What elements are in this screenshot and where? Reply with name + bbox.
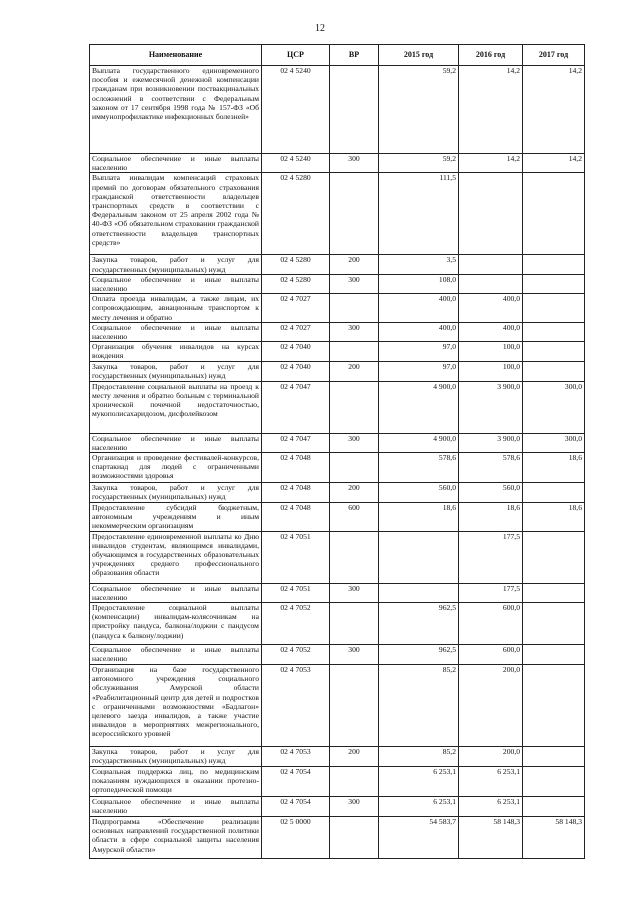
cell-2016 [459,173,523,255]
cell-csr: 02 4 7052 [262,603,330,645]
cell-2016: 100,0 [459,362,523,381]
table-row [90,342,585,362]
cell-vr [330,294,379,323]
cell-vr [330,603,379,645]
cell-vr: 200 [330,255,379,274]
table-row [90,817,585,859]
table-row [90,531,585,583]
cell-vr [330,531,379,583]
cell-csr: 02 4 7051 [262,531,330,583]
cell-2015: 97,0 [379,362,459,381]
cell-vr [330,173,379,255]
cell-2015: 6 253,1 [379,797,459,817]
cell-name: Выплата государственного единовременного пособия и ежемесячной денежной компенсации гражданам при возникновении поствакцинальных осложнений в соответствии с Федеральным законом от 17 сентября 1998 года № 157-ФЗ «Об иммунопрофилактике инфекционных болезней» [90,66,262,154]
cell-vr [330,767,379,797]
cell-2017 [523,583,585,602]
cell-2016: 3 900,0 [459,381,523,433]
table-row [90,483,585,503]
cell-2015: 111,5 [379,173,459,255]
cell-csr: 02 4 7040 [262,362,330,381]
table-body [90,66,585,859]
cell-2015: 59,2 [379,66,459,154]
cell-2015: 6 253,1 [379,767,459,797]
table-row [90,797,585,817]
cell-2017: 18,6 [523,503,585,532]
cell-name: Социальное обеспечение и иные выплаты населению [90,433,262,452]
cell-name: Закупка товаров, работ и услуг для государственных (муниципальных) нужд [90,362,262,381]
cell-vr: 300 [330,322,379,341]
cell-name: Организация на базе государственного автономного учреждения социального обслуживания Амурской области «Реабилитационный центр для детей и подростков с ограниченными возможностями «Бадлагон» целевого заезда инвалидов, а также участие инвалидов в мероприятиях межрегионального, всероссийского уровней [90,665,262,747]
cell-2016: 177,5 [459,583,523,602]
cell-2017 [523,797,585,817]
header-name: Наименование [90,45,262,66]
cell-vr [330,817,379,859]
page-number: 12 [315,23,325,34]
cell-name: Оплата проезда инвалидам, а также лицам, их сопровождающим, авиационным транспортом к месту лечения и обратно [90,294,262,323]
cell-csr: 02 4 7048 [262,453,330,483]
cell-name: Закупка товаров, работ и услуг для государственных (муниципальных) нужд [90,255,262,274]
cell-2015: 54 583,7 [379,817,459,859]
cell-2015: 578,6 [379,453,459,483]
cell-vr: 600 [330,503,379,532]
cell-vr: 300 [330,154,379,173]
cell-2016: 58 148,3 [459,817,523,859]
cell-2015: 85,2 [379,665,459,747]
cell-name: Социальная поддержка лиц, по медицинским показаниям нуждающихся в оказании протезно-ортопедической помощи [90,767,262,797]
cell-2017 [523,603,585,645]
table-row [90,362,585,381]
cell-csr: 02 5 0000 [262,817,330,859]
cell-csr: 02 4 7047 [262,433,330,452]
cell-name: Социальное обеспечение и иные выплаты населению [90,797,262,817]
cell-2015: 97,0 [379,342,459,362]
cell-2015: 560,0 [379,483,459,503]
budget-table [89,44,585,859]
cell-2015: 962,5 [379,603,459,645]
cell-name: Социальное обеспечение и иные выплаты населению [90,583,262,602]
cell-vr [330,665,379,747]
table-row [90,603,585,645]
cell-2017: 14,2 [523,154,585,173]
header-csr: ЦСР [262,45,330,66]
cell-csr: 02 4 5240 [262,66,330,154]
cell-csr: 02 4 7051 [262,583,330,602]
cell-csr: 02 4 7053 [262,747,330,767]
cell-name: Выплата инвалидам компенсаций страховых премий по договорам обязательного страхования гражданской ответственности владельцев транспортных средств в соответствии с Федеральным законом от 25 апреля 2002 года № 40-ФЗ «Об обязательном страховании гражданской ответственности владельцев транспортных средств» [90,173,262,255]
cell-2015: 85,2 [379,747,459,767]
table-header-row [90,45,585,66]
table-row [90,453,585,483]
cell-vr: 200 [330,362,379,381]
cell-2017 [523,767,585,797]
header-2017: 2017 год [523,45,585,66]
cell-2015: 18,6 [379,503,459,532]
cell-2016 [459,255,523,274]
cell-2016: 600,0 [459,645,523,665]
cell-2017 [523,294,585,323]
cell-vr [330,453,379,483]
cell-csr: 02 4 7054 [262,767,330,797]
cell-2015: 962,5 [379,645,459,665]
cell-2016: 200,0 [459,747,523,767]
cell-2017 [523,483,585,503]
cell-csr: 02 4 7040 [262,342,330,362]
cell-csr: 02 4 5280 [262,255,330,274]
cell-name: Социальное обеспечение и иные выплаты населению [90,645,262,665]
cell-name: Предоставление социальной выплаты (компенсации) инвалидам-колясочникам на пристройку пандуса, балкона/лоджии с пандусом (пандуса к балкону/лоджии) [90,603,262,645]
cell-name: Предоставление единовременной выплаты ко Дню инвалидов студентам, являющимся инвалидами, обучающимся в государственных образовательных учреждениях среднего профессионального образования области [90,531,262,583]
cell-2016: 200,0 [459,665,523,747]
cell-2017 [523,255,585,274]
cell-2015: 108,0 [379,274,459,293]
header-2016: 2016 год [459,45,523,66]
cell-csr: 02 4 5280 [262,274,330,293]
cell-2017: 300,0 [523,433,585,452]
cell-vr: 300 [330,583,379,602]
cell-2016: 400,0 [459,322,523,341]
table-row [90,294,585,323]
cell-2015 [379,583,459,602]
cell-2016: 6 253,1 [459,797,523,817]
cell-2016: 400,0 [459,294,523,323]
cell-csr: 02 4 7047 [262,381,330,433]
cell-vr: 300 [330,645,379,665]
cell-2017 [523,645,585,665]
cell-vr: 300 [330,797,379,817]
cell-2017: 58 148,3 [523,817,585,859]
cell-name: Организация обучения инвалидов на курсах вождения [90,342,262,362]
cell-name: Закупка товаров, работ и услуг для государственных (муниципальных) нужд [90,483,262,503]
cell-vr [330,342,379,362]
table-row [90,645,585,665]
cell-csr: 02 4 7054 [262,797,330,817]
cell-csr: 02 4 7048 [262,483,330,503]
cell-csr: 02 4 7027 [262,322,330,341]
cell-csr: 02 4 7048 [262,503,330,532]
cell-2015: 400,0 [379,294,459,323]
cell-2015: 400,0 [379,322,459,341]
cell-2016: 18,6 [459,503,523,532]
table-row [90,503,585,532]
cell-name: Предоставление субсидий бюджетным, автономным учреждениям и иным некоммерческим организациям [90,503,262,532]
cell-2017 [523,173,585,255]
cell-2016: 3 900,0 [459,433,523,452]
cell-csr: 02 4 7052 [262,645,330,665]
cell-vr: 300 [330,274,379,293]
table-row [90,381,585,433]
cell-2016: 600,0 [459,603,523,645]
cell-2017 [523,342,585,362]
table-row [90,433,585,452]
cell-2015: 59,2 [379,154,459,173]
table-row [90,665,585,747]
header-2015: 2015 год [379,45,459,66]
cell-csr: 02 4 7027 [262,294,330,323]
table-row [90,154,585,173]
cell-vr: 200 [330,747,379,767]
cell-2016: 177,5 [459,531,523,583]
cell-csr: 02 4 5280 [262,173,330,255]
cell-csr: 02 4 7053 [262,665,330,747]
table-row [90,274,585,293]
cell-name: Подпрограмма «Обеспечение реализации основных направлений государственной политики области в сфере социальной защиты населения Амурской области» [90,817,262,859]
cell-name: Организация и проведение фестивалей-конкурсов, спартакиад для людей с ограниченными возможностями здоровья [90,453,262,483]
cell-2016: 578,6 [459,453,523,483]
cell-2016 [459,274,523,293]
cell-2016: 560,0 [459,483,523,503]
table-row [90,66,585,154]
cell-vr: 300 [330,433,379,452]
table-row [90,173,585,255]
cell-name: Закупка товаров, работ и услуг для государственных (муниципальных) нужд [90,747,262,767]
cell-2016: 14,2 [459,66,523,154]
table-row [90,322,585,341]
cell-2017 [523,322,585,341]
header-vr: ВР [330,45,379,66]
table-row [90,767,585,797]
cell-2017 [523,747,585,767]
cell-2017: 18,6 [523,453,585,483]
cell-2017 [523,362,585,381]
cell-2017: 300,0 [523,381,585,433]
cell-2017 [523,274,585,293]
cell-2015: 4 900,0 [379,433,459,452]
cell-csr: 02 4 5240 [262,154,330,173]
cell-vr [330,66,379,154]
table-row [90,583,585,602]
cell-2015: 4 900,0 [379,381,459,433]
cell-name: Социальное обеспечение и иные выплаты населению [90,154,262,173]
cell-2016: 14,2 [459,154,523,173]
cell-vr: 200 [330,483,379,503]
cell-name: Предоставление социальной выплаты на проезд к месту лечения и обратно больным с терминальной хронической почечной недостаточностью, мукополисахаридозом, дисфолейкозом [90,381,262,433]
cell-vr [330,381,379,433]
cell-2016: 6 253,1 [459,767,523,797]
cell-2017: 14,2 [523,66,585,154]
cell-name: Социальное обеспечение и иные выплаты населению [90,322,262,341]
cell-name: Социальное обеспечение и иные выплаты населению [90,274,262,293]
table-row [90,747,585,767]
cell-2015: 3,5 [379,255,459,274]
cell-2017 [523,665,585,747]
cell-2017 [523,531,585,583]
cell-2016: 100,0 [459,342,523,362]
table-row [90,255,585,274]
cell-2015 [379,531,459,583]
